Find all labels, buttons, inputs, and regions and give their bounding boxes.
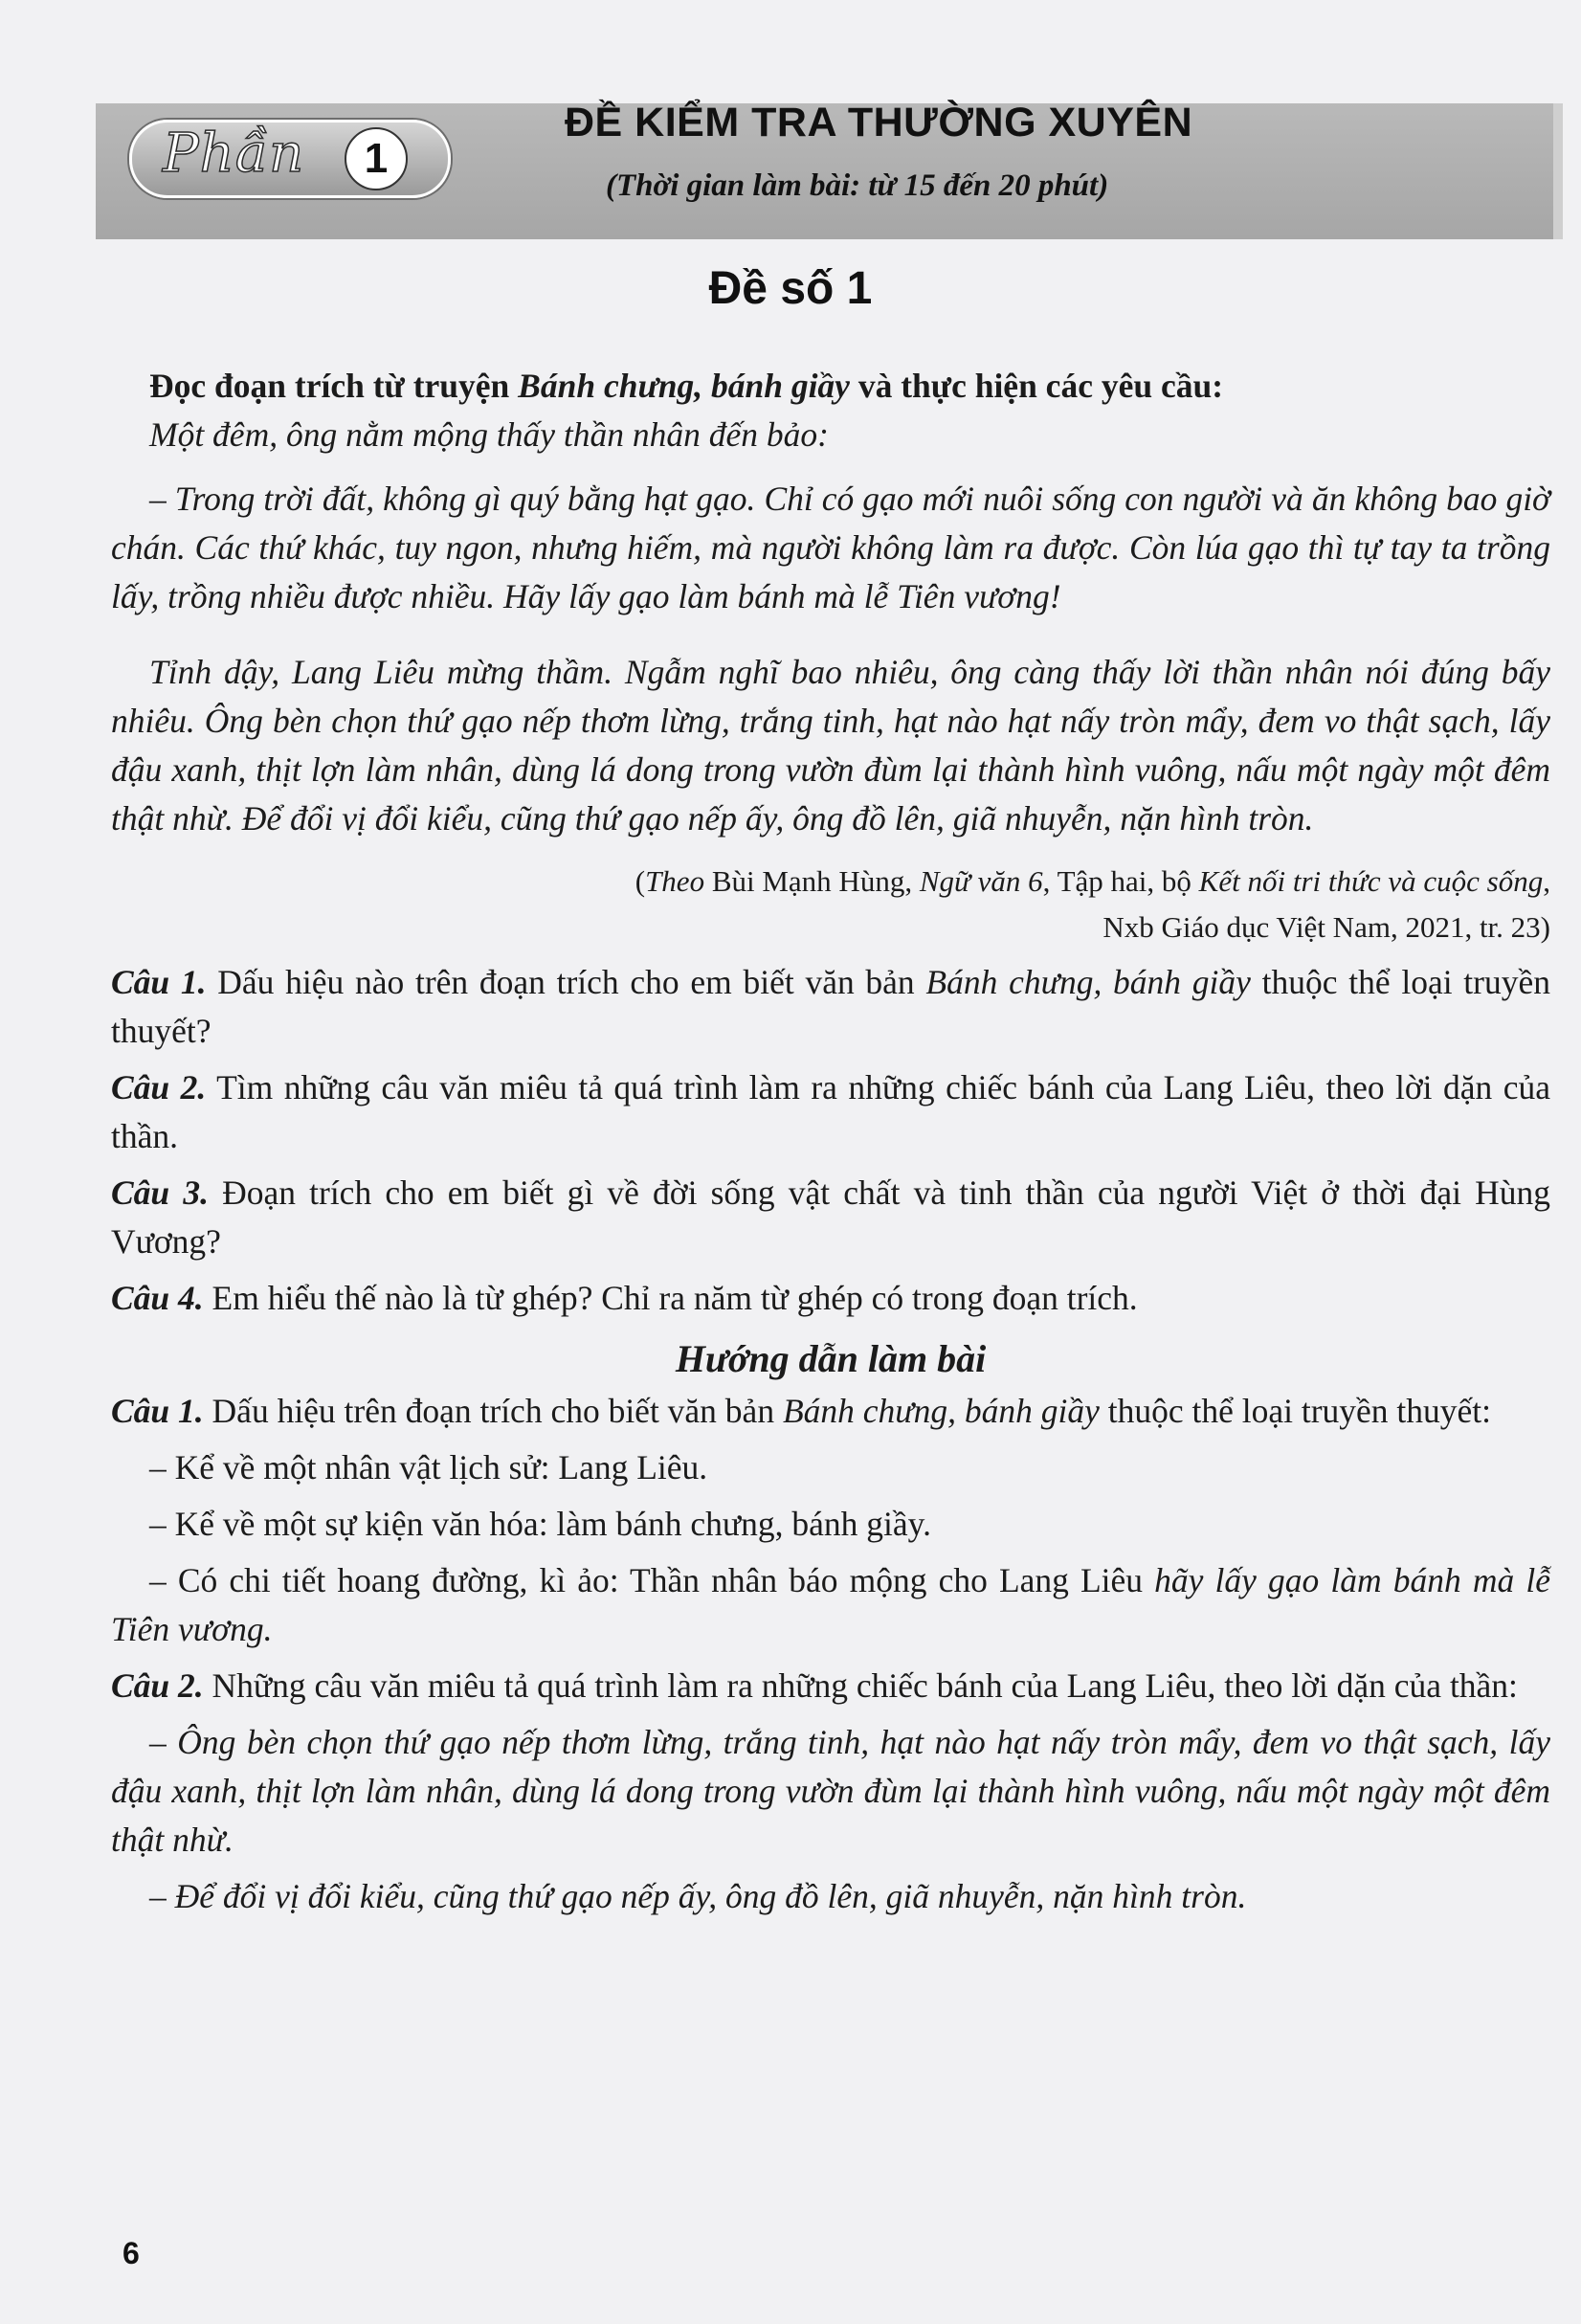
reading-instruction: Đọc đoạn trích từ truyện Bánh chưng, bánh giầy và thực hiện các yêu cầu: bbox=[149, 367, 1224, 405]
answer-2-quote: – Ông bèn chọn thứ gạo nếp thơm lừng, trắng tinh, hạt nào hạt nấy tròn mẩy, đem vo thật sạch, lấy đậu xanh, thịt lợn làm nhân, dùng lá dong trong vườn đùm lại thành hình vuông, nấu một ngày một đêm thật nhừ. bbox=[111, 1723, 1550, 1859]
exam-title: Đề số 1 bbox=[708, 263, 873, 314]
page-number: 6 bbox=[122, 2236, 140, 2270]
answer-1: Câu 1. Dấu hiệu trên đoạn trích cho biết văn bản Bánh chưng, bánh giầy thuộc thể loại truyền thuyết: bbox=[111, 1392, 1492, 1430]
section-badge-word: Phần bbox=[163, 123, 305, 185]
answer-guide-title: Hướng dẫn làm bài bbox=[675, 1337, 987, 1380]
section-time-note: (Thời gian làm bài: từ 15 đến 20 phút) bbox=[606, 168, 1109, 203]
answer-1-point: – Kể về một sự kiện văn hóa: làm bánh chưng, bánh giầy. bbox=[149, 1505, 931, 1543]
question-3: Câu 3. Đoạn trích cho em biết gì về đời sống vật chất và tinh thần của người Việt ở thời đại Hùng Vương? bbox=[111, 1173, 1551, 1261]
page-content bbox=[111, 362, 1550, 1921]
passage-source: (Theo Bùi Mạnh Hùng, Ngữ văn 6, Tập hai, bộ Kết nối tri thức và cuộc sống, bbox=[635, 864, 1550, 898]
passage-source-line2: Nxb Giáo dục Việt Nam, 2021, tr. 23) bbox=[1102, 910, 1550, 944]
question-2: Câu 2. Tìm những câu văn miêu tả quá trình làm ra những chiếc bánh của Lang Liêu, theo lời dặn của thần. bbox=[111, 1068, 1550, 1155]
passage-paragraph: Tỉnh dậy, Lang Liêu mừng thầm. Ngẫm nghĩ bao nhiêu, ông càng thấy lời thần nhân nói đúng bấy nhiêu. Ông bèn chọn thứ gạo nếp thơm lừng, trắng tinh, hạt nào hạt nấy tròn mẩy, đem vo thật sạch, lấy đậu xanh, thịt lợn làm nhân, dùng lá dong trong vườn đùm lại thành hình vuông, nấu một ngày một đêm thật nhừ. Để đổi vị đổi kiểu, cũng thứ gạo nếp ấy, ông đồ lên, giã nhuyễn, nặn hình tròn. bbox=[111, 653, 1550, 838]
passage-paragraph: Một đêm, ông nằm mộng thấy thần nhân đến bảo: bbox=[149, 415, 829, 454]
passage-paragraph: – Trong trời đất, không gì quý bằng hạt gạo. Chỉ có gạo mới nuôi sống con người và ăn không bao giờ chán. Các thứ khác, tuy ngon, nhưng hiếm, mà người không làm ra được. Còn lúa gạo thì tự tay ta trồng lấy, trồng nhiều được nhiều. Hãy lấy gạo làm bánh mà lễ Tiên vương! bbox=[111, 480, 1550, 615]
section-badge-number: 1 bbox=[345, 127, 408, 190]
answer-1-point: – Có chi tiết hoang đường, kì ảo: Thần nhân báo mộng cho Lang Liêu hãy lấy gạo làm bánh mà lễ Tiên vương. bbox=[111, 1561, 1550, 1648]
question-4: Câu 4. Em hiểu thế nào là từ ghép? Chỉ ra năm từ ghép có trong đoạn trích. bbox=[111, 1279, 1138, 1317]
answer-2: Câu 2. Những câu văn miêu tả quá trình làm ra những chiếc bánh của Lang Liêu, theo lời dặn của thần: bbox=[111, 1666, 1518, 1705]
question-1: Câu 1. Dấu hiệu nào trên đoạn trích cho em biết văn bản Bánh chưng, bánh giầy thuộc thể loại truyền thuyết? bbox=[111, 963, 1550, 1050]
answer-1-point: – Kể về một nhân vật lịch sử: Lang Liêu. bbox=[149, 1448, 708, 1486]
section-title: ĐỀ KIỂM TRA THƯỜNG XUYÊN bbox=[565, 100, 1193, 145]
answer-2-quote: – Để đổi vị đổi kiểu, cũng thứ gạo nếp ấy, ông đồ lên, giã nhuyễn, nặn hình tròn. bbox=[149, 1877, 1247, 1915]
